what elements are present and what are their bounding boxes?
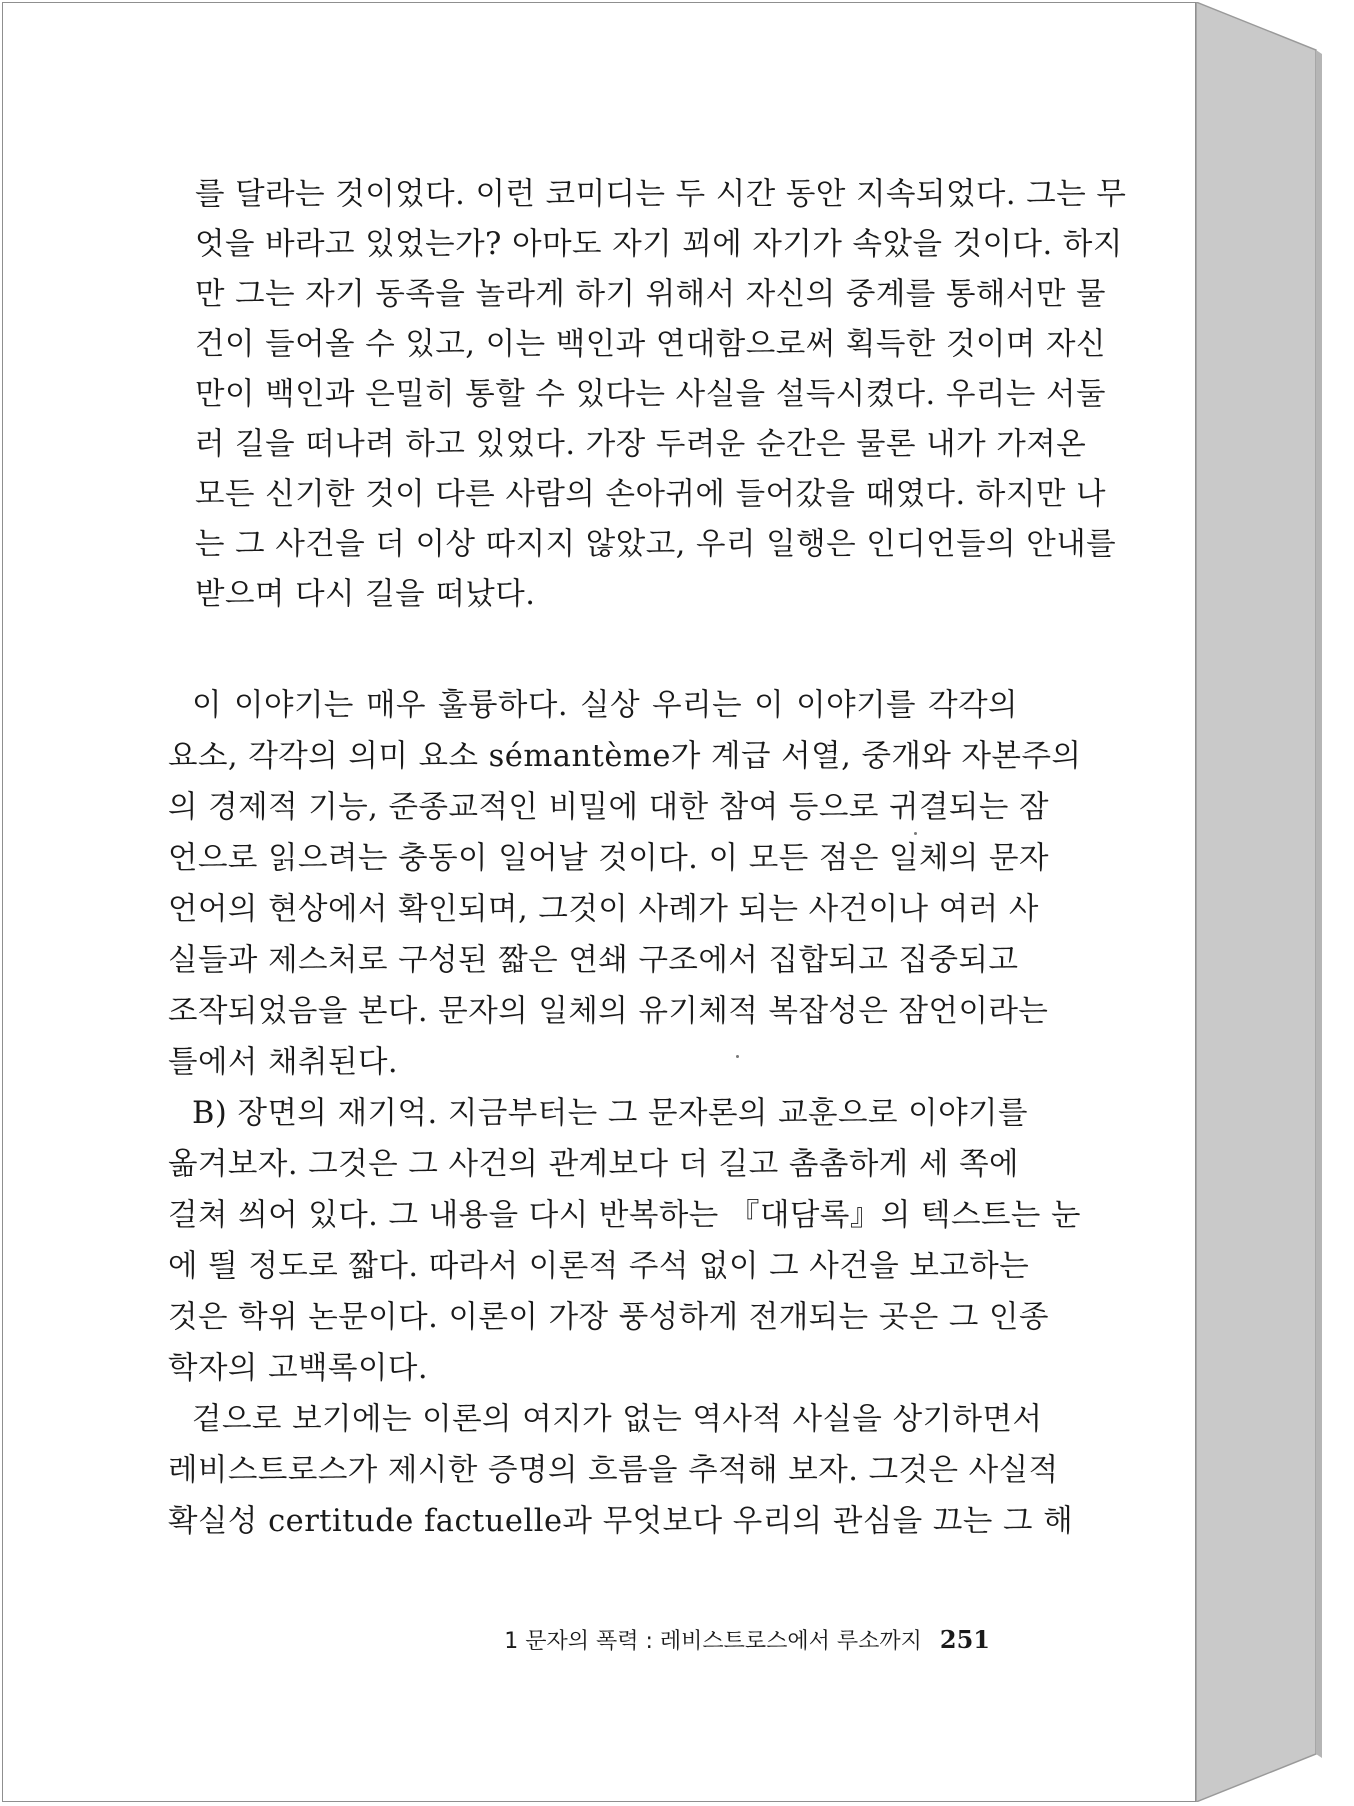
running-head: 1 문자의 폭력 : 레비스트로스에서 루소까지 <box>504 1629 922 1654</box>
text-line: 건이 들어올 수 있고, 이는 백인과 연대함으로써 획득한 것이며 자신 <box>195 327 1106 362</box>
text-line: 만 그는 자기 동족을 놀라게 하기 위해서 자신의 중계를 통해서만 물 <box>195 277 1106 312</box>
text-line: 실들과 제스처로 구성된 짧은 연쇄 구조에서 집합되고 집중되고 <box>168 943 1019 978</box>
quote-paragraph <box>195 170 1127 620</box>
paragraph-1 <box>168 680 1082 1088</box>
text-line: 레비스트로스가 제시한 증명의 흐름을 추적해 보자. 그것은 사실적 <box>168 1453 1059 1488</box>
text-line: 조작되었음을 본다. 문자의 일체의 유기체적 복잡성은 잠언이라는 <box>168 994 1049 1029</box>
book-edge <box>1196 2 1354 1802</box>
text-line: B) 장면의 재기억. 지금부터는 그 문자론의 교훈으로 이야기를 <box>192 1096 1028 1131</box>
main-text <box>168 680 1082 1547</box>
text-line: 에 띌 정도로 짧다. 따라서 이론적 주석 없이 그 사건을 보고하는 <box>168 1249 1030 1284</box>
text-line: 확실성 certitude factuelle과 무엇보다 우리의 관심을 끄는 그 해 <box>168 1504 1074 1539</box>
page-footer <box>470 1624 990 1655</box>
text-line: 이 이야기는 매우 훌륭하다. 실상 우리는 이 이야기를 각각의 <box>192 688 1018 723</box>
text-line: 학자의 고백록이다. <box>168 1351 429 1386</box>
text-line: 받으며 다시 길을 떠났다. <box>195 577 536 612</box>
paragraph-2 <box>168 1088 1082 1394</box>
text-line: 를 달라는 것이었다. 이런 코미디는 두 시간 동안 지속되었다. 그는 무 <box>195 177 1127 212</box>
text-line: 겉으로 보기에는 이론의 여지가 없는 역사적 사실을 상기하면서 <box>192 1402 1043 1437</box>
text-line: 틀에서 채취된다. <box>168 1045 399 1080</box>
text-line: 만이 백인과 은밀히 통할 수 있다는 사실을 설득시켰다. 우리는 서둘 <box>195 377 1106 412</box>
text-line: 옮겨보자. 그것은 그 사건의 관계보다 더 길고 촘촘하게 세 쪽에 <box>168 1147 1020 1182</box>
quoted-passage <box>195 170 1127 620</box>
text-line: 모든 신기한 것이 다른 사람의 손아귀에 들어갔을 때였다. 하지만 나 <box>195 477 1106 512</box>
text-line: 는 그 사건을 더 이상 따지지 않았고, 우리 일행은 인디언들의 안내를 <box>195 527 1117 562</box>
text-line: 러 길을 떠나려 하고 있었다. 가장 두려운 순간은 물론 내가 가져온 <box>195 427 1087 462</box>
text-line: 언어의 현상에서 확인되며, 그것이 사례가 되는 사건이나 여러 사 <box>168 892 1039 927</box>
text-line: 엇을 바라고 있었는가? 아마도 자기 꾀에 자기가 속았을 것이다. 하지 <box>195 227 1123 262</box>
page-number: 251 <box>939 1625 990 1654</box>
text-line: 걸쳐 씌어 있다. 그 내용을 다시 반복하는 『대담록』의 텍스트는 눈 <box>168 1198 1082 1233</box>
text-line: 요소, 각각의 의미 요소 sémantème가 계급 서열, 중개와 자본주의 <box>168 739 1082 774</box>
paragraph-3 <box>168 1394 1074 1547</box>
text-line: 것은 학위 논문이다. 이론이 가장 풍성하게 전개되는 곳은 그 인종 <box>168 1300 1049 1335</box>
text-line: 언으로 읽으려는 충동이 일어날 것이다. 이 모든 점은 일체의 문자 <box>168 841 1049 876</box>
text-line: 의 경제적 기능, 준종교적인 비밀에 대한 참여 등으로 귀결되는 잠 <box>168 790 1049 825</box>
